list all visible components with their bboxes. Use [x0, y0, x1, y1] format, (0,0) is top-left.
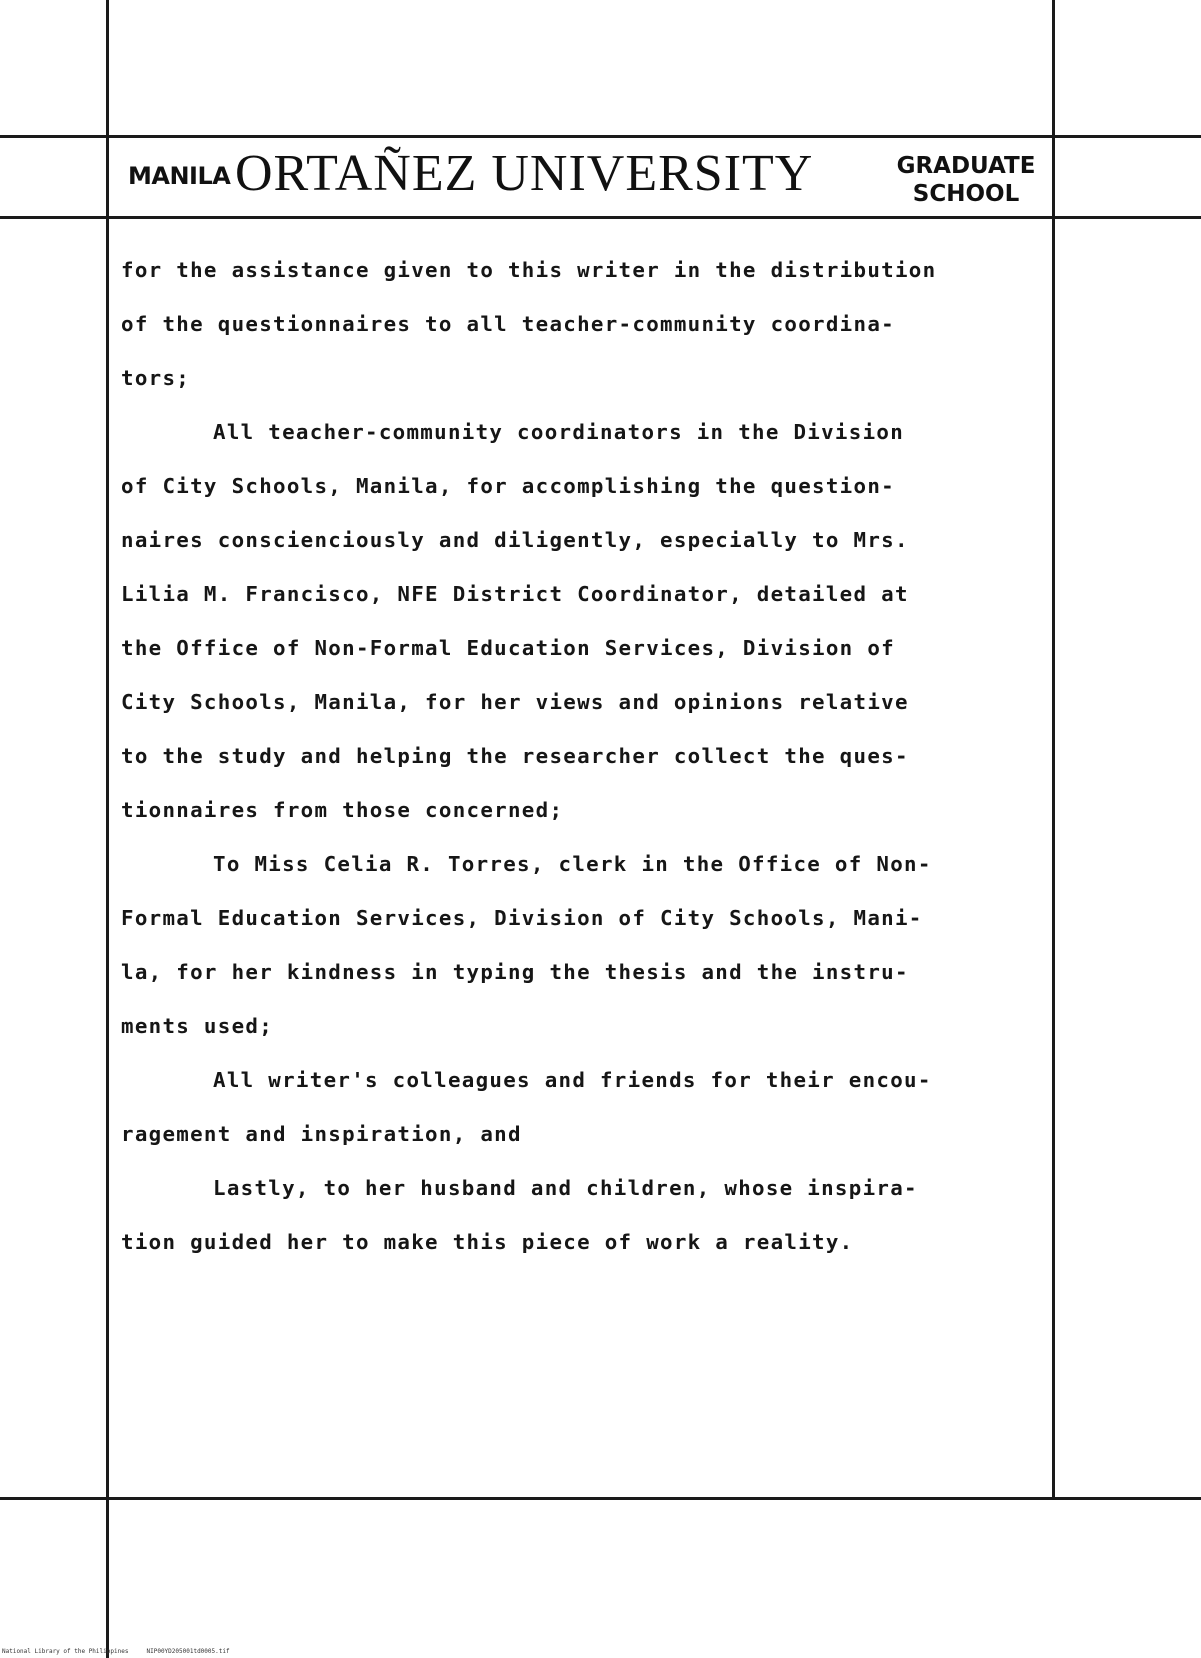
- text-line: ments used;: [121, 1014, 274, 1038]
- letterhead-school-line1: GRADUATE: [896, 153, 1036, 179]
- text-line: Formal Education Services, Division of City Schools, Mani-: [121, 906, 923, 930]
- left-margin-rule: [106, 0, 109, 1658]
- letterhead: [109, 138, 1052, 216]
- text-line: ragement and inspiration, and: [121, 1122, 522, 1146]
- text-line: tion guided her to make this piece of work a reality.: [121, 1230, 854, 1254]
- text-line: Lastly, to her husband and children, whose inspira-: [213, 1176, 918, 1200]
- text-line: To Miss Celia R. Torres, clerk in the Office of Non-: [213, 852, 932, 876]
- acknowledgment-text: [121, 250, 1056, 1276]
- text-line: the Office of Non-Formal Education Services, Division of: [121, 636, 895, 660]
- text-line: naires conscienciously and diligently, especially to Mrs.: [121, 528, 909, 552]
- text-line: City Schools, Manila, for her views and opinions relative: [121, 690, 909, 714]
- text-line: Lilia M. Francisco, NFE District Coordinator, detailed at: [121, 582, 909, 606]
- text-line: tors;: [121, 366, 191, 390]
- text-line: of the questionnaires to all teacher-community coordina-: [121, 312, 895, 336]
- text-line: of City Schools, Manila, for accomplishing the question-: [121, 474, 895, 498]
- text-line: for the assistance given to this writer in the distribution: [121, 258, 937, 282]
- letterhead-city: MANILA: [128, 162, 231, 190]
- header-bottom-rule: [0, 216, 1201, 219]
- scan-credit: National Library of the Philippines NIP00YD205001td0005.tif: [2, 1648, 230, 1655]
- text-line: la, for her kindness in typing the thesis and the instru-: [121, 960, 909, 984]
- letterhead-university-name: ORTAÑEZ UNIVERSITY: [235, 145, 814, 202]
- text-line: All writer's colleagues and friends for their encou-: [213, 1068, 932, 1092]
- letterhead-school-line2: SCHOOL: [912, 181, 1020, 207]
- bottom-rule: [0, 1497, 1201, 1500]
- text-line: All teacher-community coordinators in the Division: [213, 420, 905, 444]
- text-line: tionnaires from those concerned;: [121, 798, 564, 822]
- text-line: to the study and helping the researcher collect the ques-: [121, 744, 909, 768]
- letterhead-school: [891, 152, 1041, 208]
